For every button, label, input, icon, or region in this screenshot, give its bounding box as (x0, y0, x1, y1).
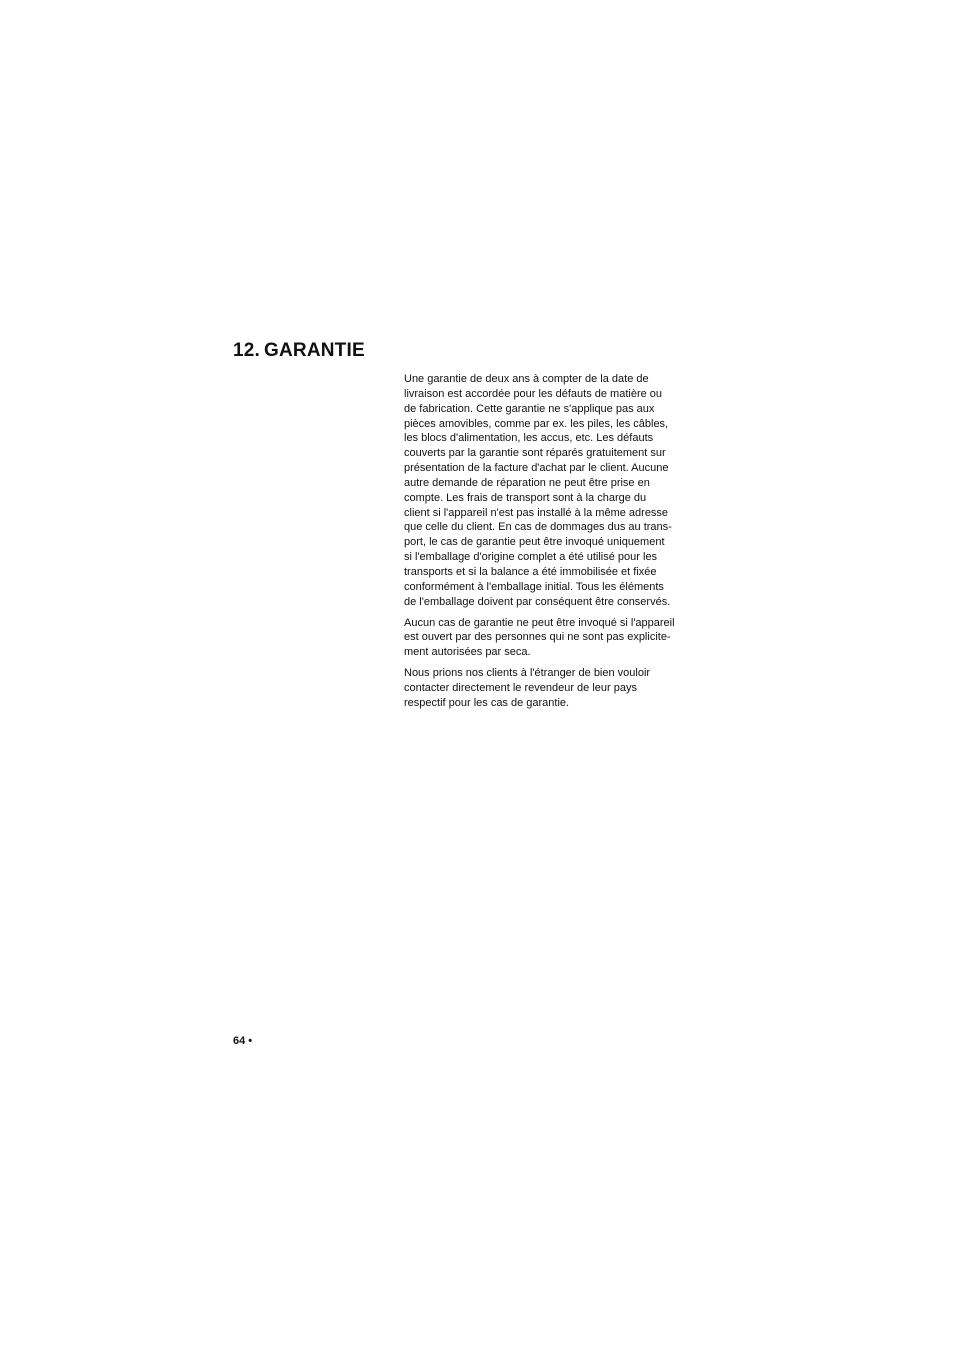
page-number: 64 • (233, 1035, 253, 1047)
text-line: ment autorisées par seca. (404, 646, 531, 659)
text-line: pièces amovibles, comme par ex. les piles, les câbles, (404, 417, 669, 430)
text-line: respectif pour les cas de garantie. (404, 696, 570, 709)
text-line: que celle du client. En cas de dommages dus au trans- (404, 521, 672, 534)
body-text-column (404, 372, 694, 717)
paragraph-foreign-customers (404, 666, 694, 711)
text-line: couverts par la garantie sont réparés gratuitement sur (404, 447, 666, 460)
section-heading (233, 340, 365, 362)
paragraph-warranty-terms (404, 372, 694, 610)
text-line: les blocs d'alimentation, les accus, etc. Les défauts (404, 432, 654, 445)
text-line: livraison est accordée pour les défauts de matière ou (404, 387, 663, 400)
text-line: Aucun cas de garantie ne peut être invoqué si l'appareil (404, 616, 675, 629)
text-line: de l'emballage doivent par conséquent être conservés. (404, 595, 671, 608)
text-line: si l'emballage d'origine complet a été utilisé pour les (404, 551, 658, 564)
text-line: autre demande de réparation ne peut être prise en (404, 476, 650, 489)
text-line: Nous prions nos clients à l'étranger de bien vouloir (404, 667, 651, 680)
text-line: Une garantie de deux ans à compter de la date de (404, 373, 649, 385)
text-line: transports et si la balance a été immobilisée et fixée (404, 565, 657, 578)
section-title: GARANTIE (264, 340, 365, 361)
text-line: port, le cas de garantie peut être invoqué uniquement (404, 536, 665, 549)
text-line: client si l'appareil n'est pas installé à la même adresse (404, 506, 669, 519)
text-line: est ouvert par des personnes qui ne sont pas explicite- (404, 631, 671, 644)
text-line: de fabrication. Cette garantie ne s'applique pas aux (404, 402, 655, 415)
text-line: présentation de la facture d'achat par le client. Aucune (404, 462, 669, 475)
paragraph-unauthorized-opening (404, 616, 694, 661)
text-line: contacter directement le revendeur de leur pays (404, 681, 637, 694)
text-line: conformément à l'emballage initial. Tous les éléments (404, 580, 664, 593)
text-line: compte. Les frais de transport sont à la charge du (404, 491, 647, 504)
section-number: 12. (233, 340, 261, 361)
